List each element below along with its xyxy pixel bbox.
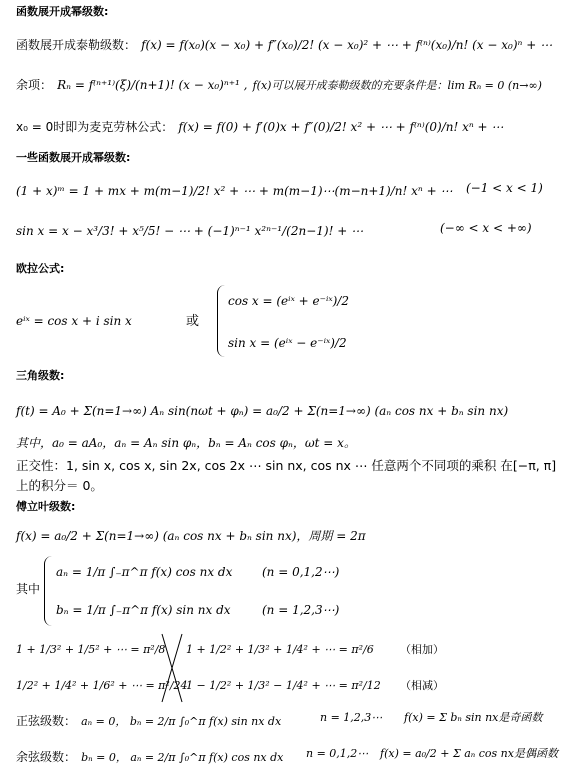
binomial-formula: (1 + x)ᵐ = 1 + mx + m(m−1)/2! x² + ⋯ + m(m−1)⋯(m−n+1)/n! xⁿ + ⋯ (16, 184, 453, 198)
series-alternating: 1 − 1/2² + 1/3² − 1/4² + ⋯ = π²/12 (186, 679, 381, 692)
orthogonality-cont: 上的积分＝ 0。 (16, 478, 103, 493)
series-sum-note: （相加） (400, 643, 444, 656)
trig-where: 其中，a₀ = aA₀，aₙ = Aₙ sin φₙ，bₙ = Aₙ cos φₙ，ωt = x。 (16, 436, 356, 450)
sine-series-row (16, 712, 281, 728)
section-title-taylor: 函数展开成幂级数: (16, 5, 109, 18)
cosine-series-row (16, 748, 283, 764)
series-odd-squares: 1 + 1/3² + 1/5² + ⋯ = π²/8 (16, 643, 166, 656)
sine-series-label: 正弦级数： (16, 714, 77, 728)
euler-formula: eⁱˣ = cos x + i sin x (16, 314, 132, 328)
fourier-bn: bₙ = 1/π ∫₋π^π f(x) sin nx dx (56, 603, 231, 617)
trig-where-row (16, 434, 356, 450)
maclaurin-row (16, 118, 503, 134)
maclaurin-formula: f(x) = f(0) + f′(0)x + f″(0)/2! x² + ⋯ + f⁽ⁿ⁾(0)/n! xⁿ + ⋯ (178, 120, 504, 134)
taylor-label: 函数展开成泰勒级数： (16, 38, 137, 52)
fourier-an-range: (n = 0,1,2⋯) (262, 565, 340, 579)
remainder-formula: Rₙ = f⁽ⁿ⁺¹⁾(ξ)/(n+1)! (x − x₀)ⁿ⁺¹ , (57, 78, 248, 92)
orthogonality-row (16, 457, 556, 473)
section-title-trig: 三角级数: (16, 369, 65, 382)
fourier-row (16, 527, 366, 543)
fourier-formula: f(x) = a₀/2 + Σ(n=1→∞) (aₙ cos nx + bₙ sin nx)，周期 = 2π (16, 529, 366, 543)
sine-range: (−∞ < x < +∞) (440, 221, 532, 235)
euler-brace (217, 285, 226, 357)
euler-sin: sin x = (eⁱˣ − e⁻ⁱˣ)/2 (228, 336, 347, 350)
orthogonality-text: 正交性：1, sin x, cos x, sin 2x, cos 2x ⋯ sin nx, cos nx ⋯ 任意两个不同项的乘积 在[−π, π] (16, 458, 557, 473)
taylor-formula: f(x) = f(x₀)(x − x₀) + f″(x₀)/2! (x − x₀)² + ⋯ + f⁽ⁿ⁾(x₀)/n! (x − x₀)ⁿ + ⋯ (141, 38, 553, 52)
orthogonality-cont-row (16, 477, 103, 493)
fourier-where: 其中 (16, 582, 41, 596)
cosine-series-coeffs: bₙ = 0， aₙ = 2/π ∫₀^π f(x) cos nx dx (81, 751, 284, 764)
cosine-series-n: n = 0,1,2⋯ (306, 747, 369, 760)
series-diff-note: （相减） (400, 679, 444, 692)
trig-series-formula: f(t) = A₀ + Σ(n=1→∞) Aₙ sin(nωt + φₙ) = a₀/2 + Σ(n=1→∞) (aₙ cos nx + bₙ sin nx) (16, 404, 509, 418)
section-title-euler: 欧拉公式: (16, 262, 65, 275)
binomial-range: (−1 < x < 1) (466, 181, 543, 195)
sine-expansion: sin x = x − x³/3! + x⁵/5! − ⋯ + (−1)ⁿ⁻¹ x²ⁿ⁻¹/(2n−1)! + ⋯ (16, 224, 364, 238)
cosine-series-label: 余弦级数： (16, 750, 77, 764)
section-title-common: 一些函数展开成幂级数: (16, 151, 131, 164)
cross-connector (160, 632, 184, 704)
sine-expansion-row (16, 222, 363, 238)
trig-series-row (16, 402, 508, 418)
sine-series-n: n = 1,2,3⋯ (320, 711, 383, 724)
euler-cos: cos x = (eⁱˣ + e⁻ⁱˣ)/2 (228, 294, 349, 308)
remainder-row (16, 76, 542, 92)
remainder-label: 余项： (16, 78, 53, 92)
fourier-an: aₙ = 1/π ∫₋π^π f(x) cos nx dx (56, 565, 233, 579)
maclaurin-label: x₀ = 0时即为麦克劳林公式： (16, 120, 174, 134)
remainder-condition: f(x)可以展开成泰勒级数的充要条件是：lim Rₙ = 0 (n→∞) (252, 79, 542, 92)
euler-or: 或 (186, 314, 200, 329)
series-even-squares: 1/2² + 1/4² + 1/6² + ⋯ = π²/24 (16, 679, 188, 692)
taylor-row (16, 36, 552, 52)
series-all-squares: 1 + 1/2² + 1/3² + 1/4² + ⋯ = π²/6 (186, 643, 374, 656)
sine-series-function: f(x) = Σ bₙ sin nx是奇函数 (404, 711, 543, 724)
fourier-brace (44, 556, 53, 626)
binomial-row (16, 182, 452, 198)
fourier-bn-range: (n = 1,2,3⋯) (262, 603, 340, 617)
cosine-series-function: f(x) = a₀/2 + Σ aₙ cos nx是偶函数 (380, 747, 558, 760)
sine-series-coeffs: aₙ = 0， bₙ = 2/π ∫₀^π f(x) sin nx dx (81, 715, 282, 728)
section-title-fourier: 傅立叶级数: (16, 500, 76, 513)
